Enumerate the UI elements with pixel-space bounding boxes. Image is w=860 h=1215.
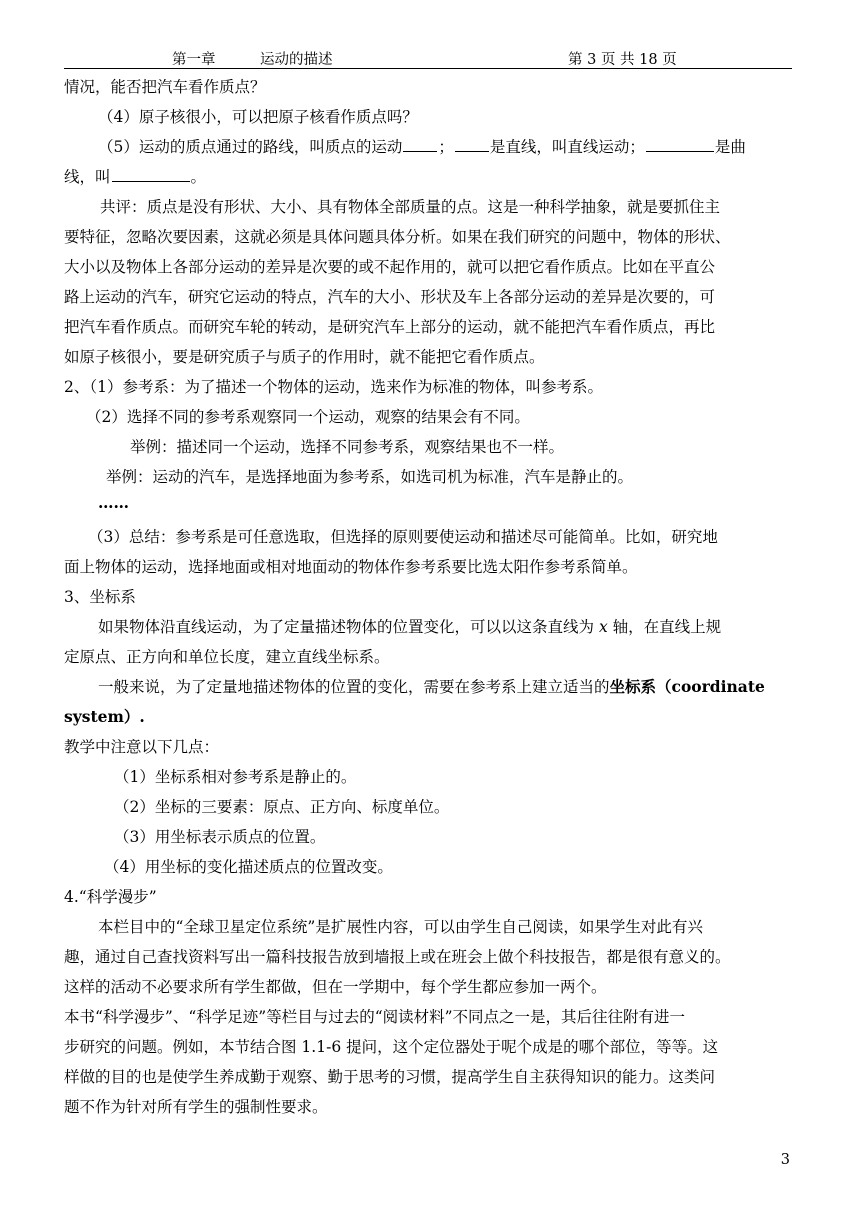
header-title: 运动的描述: [260, 52, 333, 68]
text-fragment: ；: [438, 138, 454, 156]
text-line: 题不作为针对所有学生的强制性要求。: [64, 1098, 328, 1116]
text-line: 把汽车看作质点。而研究车轮的转动，是研究汽车上部分的运动，就不能把汽车看作质点，再比: [64, 318, 716, 336]
text-line: （3）总结：参考系是可任意选取，但选择的原则要使运动和描述尽可能简单。比如，研究地: [88, 528, 718, 546]
text-line: [98, 676, 765, 698]
text-fragment: （5）运动的质点通过的路线，叫质点的运动: [98, 138, 403, 156]
text-line: [98, 616, 721, 638]
text-line: 趣，通过自己查找资料写出一篇科技报告放到墙报上或在班会上做个科技报告，都是很有意义的。: [64, 948, 731, 966]
page-number: 3: [780, 1152, 790, 1168]
text-line: 情况，能否把汽车看作质点？: [64, 78, 266, 96]
text-line: [98, 136, 746, 158]
text-line: 2、（1）参考系：为了描述一个物体的运动，选来作为标准的物体，叫参考系。: [64, 378, 603, 396]
text-fragment: 是直线，叫直线运动；: [489, 138, 645, 156]
text-fragment: 一般来说，为了定量地描述物体的位置的变化，需要在参考系上建立适当的: [98, 678, 610, 696]
list-item: （4）用坐标的变化描述质点的位置改变。: [104, 858, 393, 876]
text-line: 定原点、正方向和单位长度，建立直线坐标系。: [64, 648, 390, 666]
text-line: 步研究的问题。例如，本节结合图 1.1-6 提问，这个定位器处于呢个成是的哪个部位，等等。这: [64, 1038, 719, 1056]
text-fragment: 。: [190, 168, 207, 186]
fill-blank: [646, 137, 714, 152]
text-line: 样做的目的也是使学生养成勤于观察、勤于思考的习惯，提高学生自主获得知识的能力。这类问: [64, 1068, 716, 1086]
list-item: （2）坐标的三要素：原点、正方向、标度单位。: [114, 798, 450, 816]
text-line: 共评：质点是没有形状、大小、具有物体全部质量的点。这是一种科学抽象，就是要抓住主: [100, 198, 721, 216]
text-line: 面上物体的运动，选择地面或相对地面动的物体作参考系要比选太阳作参考系简单。: [64, 558, 638, 576]
text-line: 大小以及物体上各部分运动的差异是次要的或不起作用的，就可以把它看作质点。比如在平直公: [64, 258, 716, 276]
text-fragment: 如果物体沿直线运动，为了定量描述物体的位置变化，可以以这条直线为: [98, 618, 595, 636]
text-line: 本书“科学漫步”、“科学足迹”等栏目与过去的“阅读材料”不同点之一是，其后往往附有进一: [64, 1008, 686, 1026]
text-fragment: 轴，在直线上规: [612, 618, 722, 636]
fill-blank: [455, 137, 489, 152]
text-line: 要特征，忽略次要因素，这就必须是具体问题具体分析。如果在我们研究的问题中，物体的形状、: [64, 228, 731, 246]
ellipsis: ……: [98, 493, 129, 512]
fill-blank: [403, 137, 437, 152]
section-heading: 4.“科学漫步”: [64, 888, 157, 906]
text-line: 路上运动的汽车，研究它运动的特点，汽车的大小、形状及车上各部分运动的差异是次要的，可: [64, 288, 716, 306]
header-page-info: 第 3 页 共 18 页: [568, 52, 677, 68]
bold-term: 坐标系（coordinate: [609, 677, 765, 696]
axis-symbol: x: [598, 618, 608, 636]
text-line: [64, 166, 206, 188]
text-line: （4）原子核很小，可以把原子核看作质点吗？: [98, 108, 418, 126]
section-heading: 3、坐标系: [64, 588, 136, 606]
text-line: 本栏目中的“全球卫星定位系统”是扩展性内容，可以由学生自己阅读，如果学生对此有兴: [98, 918, 703, 936]
fill-blank: [112, 167, 190, 182]
text-line: （2）选择不同的参考系观察同一个运动，观察的结果会有不同。: [86, 408, 530, 426]
text-fragment: 是曲: [714, 138, 746, 156]
text-line: 这样的活动不必要求所有学生都做，但在一学期中，每个学生都应参加一两个。: [64, 978, 607, 996]
header-chapter: 第一章: [172, 52, 216, 68]
text-line: 举例：描述同一个运动，选择不同参考系，观察结果也不一样。: [130, 438, 565, 456]
list-item: （3）用坐标表示质点的位置。: [114, 828, 326, 846]
text-fragment: 线，叫: [64, 168, 111, 186]
page-header: [64, 46, 792, 69]
list-item: （1）坐标系相对参考系是静止的。: [114, 768, 357, 786]
bold-term: system）.: [64, 707, 145, 726]
text-line: 举例：运动的汽车，是选择地面为参考系，如选司机为标准，汽车是静止的。: [106, 468, 634, 486]
text-line: 如原子核很小，要是研究质子与质子的作用时，就不能把它看作质点。: [64, 348, 545, 366]
text-line: 教学中注意以下几点：: [64, 738, 220, 756]
text-line: [64, 706, 145, 728]
